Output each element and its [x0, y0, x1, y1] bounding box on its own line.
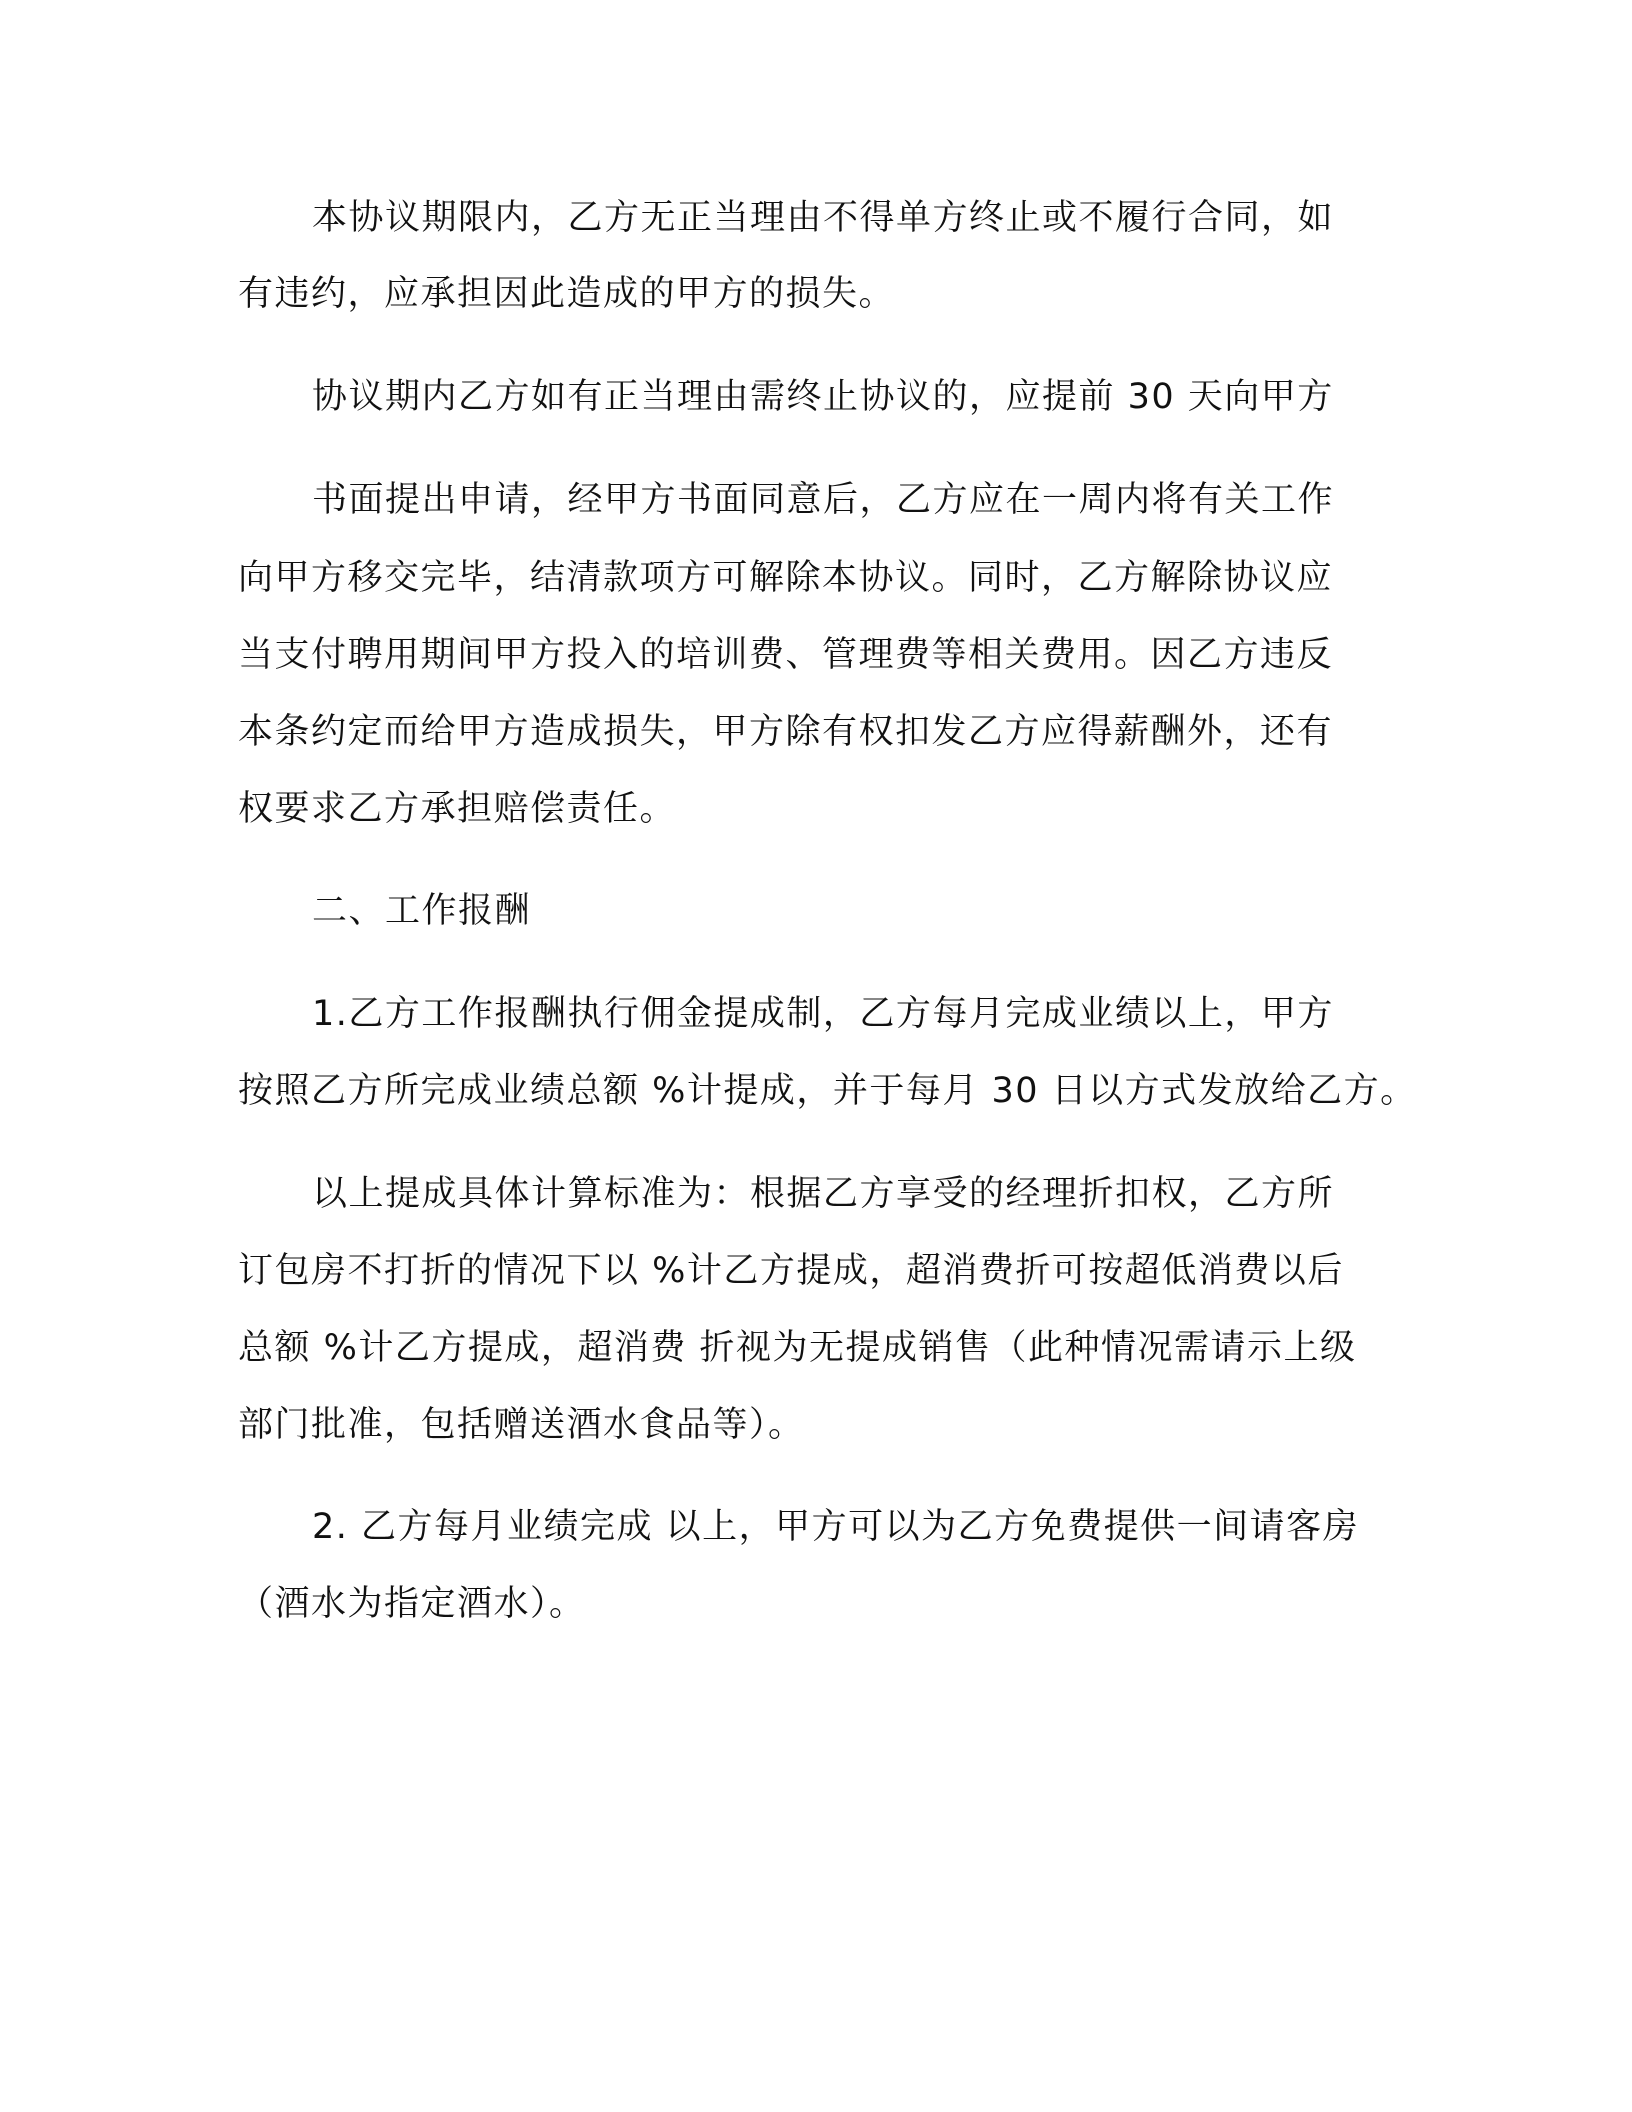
paragraph-line: 总额 %计乙方提成，超消费 折视为无提成销售（此种情况需请示上级 [238, 1328, 1357, 1368]
paragraph-line: 本条约定而给甲方造成损失，甲方除有权扣发乙方应得薪酬外，还有 [238, 712, 1334, 752]
paragraph-line: （酒水为指定酒水）。 [238, 1584, 586, 1624]
section-heading: 二、工作报酬 [312, 891, 532, 931]
paragraph-line: 部门批准，包括赠送酒水食品等）。 [238, 1405, 805, 1445]
paragraph-line: 本协议期限内，乙方无正当理由不得单方终止或不履行合同，如 [312, 198, 1335, 238]
paragraph-line: 订包房不打折的情况下以 %计乙方提成，超消费折可按超低消费以后 [238, 1251, 1344, 1291]
paragraph-line: 协议期内乙方如有正当理由需终止协议的，应提前 30 天向甲方 [312, 377, 1334, 417]
paragraph-line: 权要求乙方承担赔偿责任。 [238, 789, 677, 829]
paragraph-line: 书面提出申请，经甲方书面同意后，乙方应在一周内将有关工作 [312, 480, 1335, 520]
paragraph-line: 有违约，应承担因此造成的甲方的损失。 [238, 274, 896, 314]
paragraph-line: 按照乙方所完成业绩总额 %计提成，并于每月 30 日以方式发放给乙方。 [238, 1071, 1417, 1111]
paragraph-line: 1.乙方工作报酬执行佣金提成制，乙方每月完成业绩以上，甲方 [312, 994, 1334, 1034]
paragraph-line: 向甲方移交完毕，结清款项方可解除本协议。同时，乙方解除协议应 [238, 558, 1334, 598]
paragraph-line: 以上提成具体计算标准为：根据乙方享受的经理折扣权，乙方所 [312, 1174, 1335, 1214]
paragraph-line: 当支付聘用期间甲方投入的培训费、管理费等相关费用。因乙方违反 [238, 635, 1334, 675]
paragraph-line: 2. 乙方每月业绩完成 以上，甲方可以为乙方免费提供一间请客房 [312, 1507, 1360, 1547]
